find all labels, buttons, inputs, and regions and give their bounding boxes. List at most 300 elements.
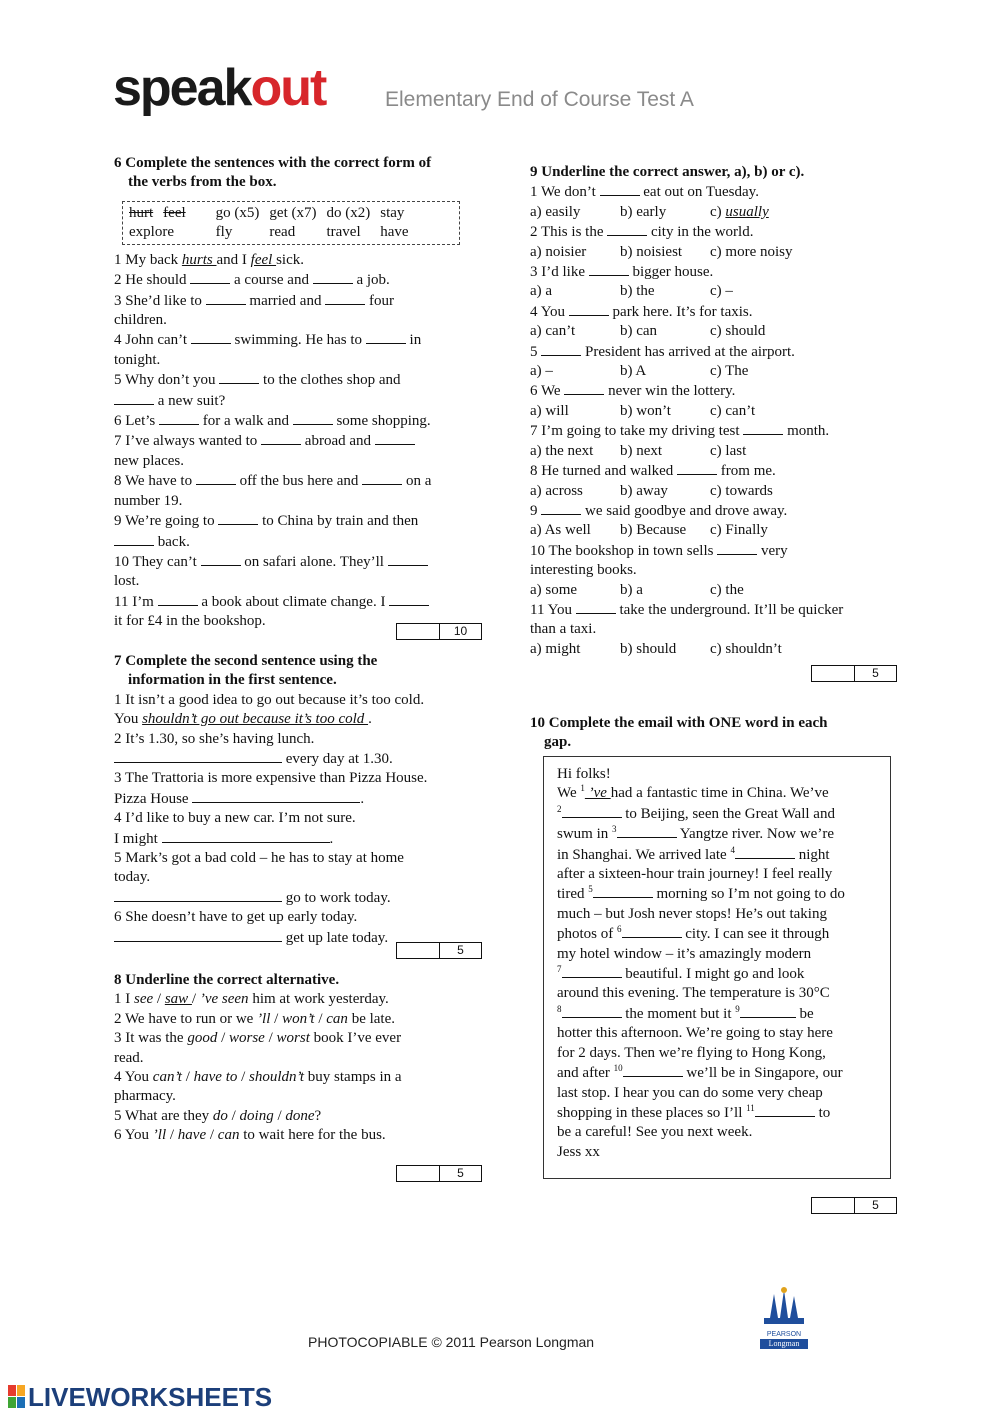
answer-gap[interactable] [593,884,653,898]
text: / [206,1127,218,1144]
option[interactable]: c) should [710,323,766,340]
section-10-heading: 10 Complete the email with ONE word in each [530,715,828,731]
item-6: 6 She doesn’t have to get up early today. [114,909,358,926]
question-5 [530,342,900,362]
score-max: 5 [872,666,879,680]
text: to wait here for the bus. [239,1127,386,1144]
answer-gap[interactable] [617,824,677,838]
text: month. [783,423,830,440]
answer-gap[interactable] [158,592,198,606]
option[interactable]: b) A [620,363,647,380]
text: 7 I’m going to take my driving test [530,423,744,440]
text: ? [314,1107,322,1124]
text: from me. [717,463,776,480]
answer[interactable]: shouldn’t go out because it’s too cold [142,711,369,728]
text: very [757,542,788,559]
item-1 [114,251,484,270]
option[interactable]: c) shouldn’t [710,640,782,657]
pearson-text: PEARSON [766,1331,802,1338]
options-9 [530,521,900,540]
text: off the bus here and [235,473,363,490]
option[interactable]: ’ll [257,1010,271,1027]
option[interactable]: b) can [620,323,658,340]
text: night [794,846,830,863]
option[interactable]: have [177,1127,207,1144]
text: 9 We’re going to [114,513,219,530]
email-line [557,1103,845,1123]
text: never win the lottery. [604,383,736,400]
option[interactable]: b) the [620,283,655,300]
options-5 [530,362,900,381]
text: 3 She’d like to [114,292,206,309]
section-7-heading: 7 Complete the second sentence using the [114,653,378,669]
text: 6 You [114,1127,153,1144]
answer-gap[interactable] [607,222,647,236]
answer-gap[interactable] [190,270,230,284]
option[interactable]: b) noisiest [620,243,683,260]
answer-gap[interactable] [114,749,282,763]
item-2: 2 It’s 1.30, so she’s having lunch. [114,730,315,747]
verb-box [122,201,460,245]
option[interactable]: b) next [620,442,663,459]
answer-gap[interactable] [755,1103,815,1117]
text: we’ll be in Singapore, our [682,1065,843,1082]
verb: travel [326,223,361,240]
email-line: around this evening. The temperature is 30°C [557,985,830,1002]
score-input[interactable] [397,1166,440,1181]
option[interactable]: won’t [282,1010,315,1027]
question-3 [530,262,900,282]
answer-gap[interactable] [325,291,365,305]
answer[interactable]: hurts [181,251,217,268]
text: to the clothes shop and [259,372,401,389]
verb-table [129,204,419,242]
text: city in the world. [647,224,754,241]
option[interactable]: a) will [530,402,569,419]
option[interactable]: ’ve seen [199,991,249,1008]
email-line: much – but Josh never stops! He’s out taking [557,905,827,922]
item-4: 4 I’d like to buy a new car. I’m not sure. [114,810,356,827]
option[interactable]: can’t [152,1069,182,1086]
text: 4 John can’t [114,332,191,349]
option[interactable]: good [187,1030,218,1047]
email-line [557,884,845,904]
answer-gap[interactable] [219,370,259,384]
option[interactable]: b) away [620,482,668,499]
text: 7 I’ve always wanted to [114,433,262,450]
text: back. [154,533,190,550]
option[interactable]: a) a [530,283,553,300]
answer[interactable]: usually [725,203,769,220]
email-greeting: Hi folks! [557,766,611,782]
item-4-cont: pharmacy. [114,1088,176,1105]
answer-gap[interactable] [622,924,682,938]
answer-gap[interactable] [562,1004,622,1018]
text: a job. [352,272,390,289]
option[interactable]: a) noisier [530,243,587,260]
score-max: 5 [457,1166,464,1180]
answer[interactable]: feel [250,251,277,268]
answer-gap[interactable] [541,501,581,515]
score-input[interactable] [397,624,440,639]
text: and I [216,251,251,268]
item-11-cont: it for £4 in the bookshop. [114,613,266,630]
text: You [114,711,143,728]
option[interactable]: c) [710,203,726,220]
option[interactable]: can [326,1010,348,1027]
text: the moment but it [621,1005,736,1022]
answer-gap[interactable] [293,411,333,425]
text: / [264,1030,277,1047]
gap-number: 4 [730,844,735,855]
option[interactable]: c) the [710,581,744,598]
question-11-cont: than a taxi. [530,621,597,638]
verb: read [269,223,296,240]
text: city. I can see it through [681,926,830,943]
score-input[interactable] [812,1198,855,1213]
question-2 [530,222,900,242]
option[interactable]: c) The [710,363,749,380]
email-line: hotter this afternoon. We’re going to stay here [557,1025,833,1042]
text: 3 I’d like [530,264,589,281]
answer-gap[interactable] [600,182,640,196]
text: morning so I’m not going to do [652,886,845,903]
item-6 [114,1126,484,1145]
option[interactable]: c) Finally [710,522,768,539]
question-4 [530,302,900,322]
verb: fly [215,223,233,240]
options-2 [530,243,900,262]
section-7 [114,652,484,948]
answer[interactable]: ’ve [584,785,611,802]
text: and after [557,1065,614,1082]
text: to [814,1104,831,1121]
item-3 [114,1029,484,1048]
score-box-6 [396,623,482,640]
text: take the underground. It’ll be quicker [615,601,844,618]
copyright: PHOTOCOPIABLE © 2011 Pearson Longman [308,1334,595,1350]
section-8-heading: 8 Underline the correct alternative. [114,972,340,988]
email-line [557,824,845,844]
item-6 [114,411,484,431]
text: park here. It’s for taxis. [608,303,753,320]
text: get up late today. [282,929,389,946]
option[interactable]: a) some [530,581,578,598]
gap-number: 7 [557,964,562,975]
section-10 [530,714,900,753]
option[interactable]: a) the next [530,442,594,459]
pearson-ship-icon [760,1286,808,1326]
answer-gap[interactable] [114,928,282,942]
item-2-answer [114,749,484,769]
answer[interactable]: saw [164,991,192,1008]
option[interactable]: c) towards [710,482,773,499]
text: photos of [557,926,617,943]
item-1: 1 It isn’t a good idea to go out because it’s too cold. [114,691,425,708]
answer-gap[interactable] [362,471,402,485]
options-7 [530,442,900,461]
text: 1 We don’t [530,184,600,201]
email-box [543,756,891,1179]
text: a course and [230,272,313,289]
options-3 [530,282,900,301]
item-9-cont [114,532,484,552]
option[interactable]: b) early [620,203,667,220]
answer-gap[interactable] [206,291,246,305]
option[interactable]: a) easily [530,203,581,220]
answer-gap[interactable] [261,431,301,445]
text: Yangtze river. Now we’re [676,826,834,843]
item-3-cont: children. [114,312,167,329]
answer-gap[interactable] [576,600,616,614]
option[interactable]: b) should [620,640,677,657]
item-10 [114,552,484,572]
answer-gap[interactable] [569,302,609,316]
text: 4 You [530,303,569,320]
section-7-heading-cont: information in the first sentence. [128,672,337,689]
text: be [795,1005,814,1022]
text: four [365,292,394,309]
option[interactable]: a) across [530,482,583,499]
answer-gap[interactable] [541,342,581,356]
answer-gap[interactable] [375,431,415,445]
score-box-10 [811,1197,897,1214]
email-line: last stop. I hear you can do some very cheap [557,1084,823,1101]
item-4-answer [114,829,484,849]
section-6 [114,154,484,632]
answer-gap[interactable] [564,381,604,395]
text: be late. [347,1010,395,1027]
option[interactable]: b) Because [620,522,687,539]
option[interactable]: a) can’t [530,323,576,340]
verb: have [380,223,409,240]
text: a book about climate change. I [197,593,390,610]
text: 10 The bookshop in town sells [530,542,718,559]
text: shopping in these places so I’ll [557,1104,747,1121]
option[interactable]: can [217,1127,240,1144]
answer-gap[interactable] [366,330,406,344]
text: married and [245,292,326,309]
text: . [360,790,365,807]
answer-gap[interactable] [562,804,622,818]
question-7 [530,421,900,441]
text: every day at 1.30. [282,751,393,768]
logo-speak-text: speak [113,59,251,117]
gap-number: 3 [612,824,617,835]
text: swum in [557,826,613,843]
text: bigger house. [628,264,714,281]
option[interactable]: c) more noisy [710,243,793,260]
email-line [557,804,845,824]
email-line [557,845,845,865]
answer-gap[interactable] [201,552,241,566]
text: 2 This is the [530,224,608,241]
answer-gap[interactable] [196,471,236,485]
answer-gap[interactable] [218,511,258,525]
section-9-heading: 9 Underline the correct answer, a), b) or c). [530,164,805,180]
question-9 [530,501,900,521]
text: 2 He should [114,272,191,289]
option[interactable]: c) last [710,442,747,459]
options-11 [530,640,900,659]
text: . [368,711,372,728]
email-line: for 2 days. Then we’re flying to Hong Kong, [557,1044,826,1061]
option[interactable]: shouldn’t [249,1069,305,1086]
section-6-heading-cont: the verbs from the box. [128,174,277,191]
option[interactable]: worst [276,1030,310,1047]
answer-gap[interactable] [735,845,795,859]
text: Pizza House [114,790,193,807]
text: 5 What are they [114,1107,213,1124]
options-1 [530,203,900,222]
verb-crossed: hurt [129,204,154,221]
score-box-7 [396,942,482,959]
text: / [227,1107,240,1124]
answer-gap[interactable] [562,964,622,978]
item-9 [114,511,484,531]
option[interactable]: doing [239,1107,274,1124]
option[interactable]: ’ll [152,1127,167,1144]
text: 9 [530,502,542,519]
answer-gap[interactable] [162,829,330,843]
text: sick. [276,251,304,268]
answer-gap[interactable] [677,461,717,475]
answer-gap[interactable] [389,592,429,606]
verb: stay [380,204,405,221]
option[interactable]: a) – [530,363,553,380]
speakout-logo [113,59,326,117]
gap-number: 9 [735,1003,740,1014]
gap-number: 6 [617,924,622,935]
text: swimming. He has to [230,332,366,349]
text: 5 [530,343,542,360]
option[interactable]: do [212,1107,228,1124]
email-line: after a sixteen-hour train journey! I feel really [557,866,833,883]
text: we said goodbye and drove away. [581,502,788,519]
question-10-cont: interesting books. [530,562,637,579]
text: to China by train and then [258,513,419,530]
option[interactable]: a) might [530,640,581,657]
option[interactable]: done [285,1107,315,1124]
item-4 [114,1068,484,1087]
item-1 [114,990,484,1009]
item-10-cont: lost. [114,573,140,590]
item-8-cont: number 19. [114,492,183,509]
gap-number: 1 [580,783,585,794]
option[interactable]: c) can’t [710,402,756,419]
answer-gap[interactable] [740,1004,796,1018]
item-7-cont: new places. [114,452,184,469]
answer-gap[interactable] [192,789,360,803]
text: him at work yesterday. [248,991,389,1008]
gap-number: 11 [746,1102,755,1113]
text: beautiful. I might go and look [621,966,805,983]
text: President has arrived at the airport. [581,343,795,360]
section-8 [114,971,484,1146]
logo-out-text: out [250,59,326,117]
pearson-logo [760,1286,808,1348]
text: / [153,991,165,1008]
item-5: 5 Mark’s got a bad cold – he has to stay at home [114,850,404,867]
gap-number: 2 [557,803,562,814]
answer-gap[interactable] [743,421,783,435]
answer-gap[interactable] [114,888,282,902]
liveworksheets-icon [8,1385,26,1409]
text: eat out on Tuesday. [639,184,759,201]
item-3: 3 The Trattoria is more expensive than Pizza House. [114,770,428,787]
text: 6 We [530,383,565,400]
text: for a walk and [199,413,293,430]
score-input[interactable] [397,943,440,958]
option[interactable]: a) As well [530,522,591,539]
option[interactable]: b) a [620,581,643,598]
text: 5 Why don’t you [114,372,220,389]
text: I might [114,830,162,847]
score-max: 5 [872,1198,879,1212]
item-7 [114,431,484,451]
question-11 [530,600,900,620]
item-5 [114,1107,484,1126]
answer-gap[interactable] [623,1063,683,1077]
answer-gap[interactable] [114,532,154,546]
score-box-8 [396,1165,482,1182]
text: / [217,1030,229,1047]
email-signature: Jess xx [557,1143,600,1160]
text: 8 He turned and walked [530,463,678,480]
liveworksheets-text: LIVEWORKSHEETS [28,1382,273,1412]
option[interactable]: c) – [710,283,733,300]
email-body [557,765,845,1162]
item-8 [114,471,484,491]
section-10-heading-cont: gap. [544,734,572,751]
text: to Beijing, seen the Great Wall and [621,805,835,822]
section-9 [530,163,900,659]
answer-gap[interactable] [717,541,757,555]
option[interactable]: worse [229,1030,265,1047]
text: / [314,1010,327,1027]
text: had a fantastic time in China. We’ve [610,785,829,802]
text: 8 We have to [114,473,196,490]
answer-gap[interactable] [589,262,629,276]
text: abroad and [301,433,375,450]
answer-gap[interactable] [191,330,231,344]
longman-text: Longman [760,1339,808,1349]
liveworksheets-logo[interactable] [8,1384,272,1410]
option[interactable]: have to [193,1069,238,1086]
option[interactable]: b) won’t [620,402,671,419]
answer-gap[interactable] [313,270,353,284]
text: 2 We have to run or we [114,1010,258,1027]
text: / [237,1069,250,1086]
email-line [557,964,845,984]
verb: explore [129,223,174,240]
text: a new suit? [154,392,226,409]
verb: get (x7) [269,204,317,221]
text: / [166,1127,178,1144]
text: tired [557,886,589,903]
email-line [557,784,845,803]
text: / [270,1010,283,1027]
score-input[interactable] [812,666,855,681]
answer-gap[interactable] [388,552,428,566]
text: / [181,1069,194,1086]
answer-gap[interactable] [114,391,154,405]
text: buy stamps in a [304,1069,402,1086]
answer-gap[interactable] [159,411,199,425]
text: 3 It was the [114,1030,188,1047]
score-max: 10 [453,624,468,638]
option[interactable]: see [134,991,154,1008]
